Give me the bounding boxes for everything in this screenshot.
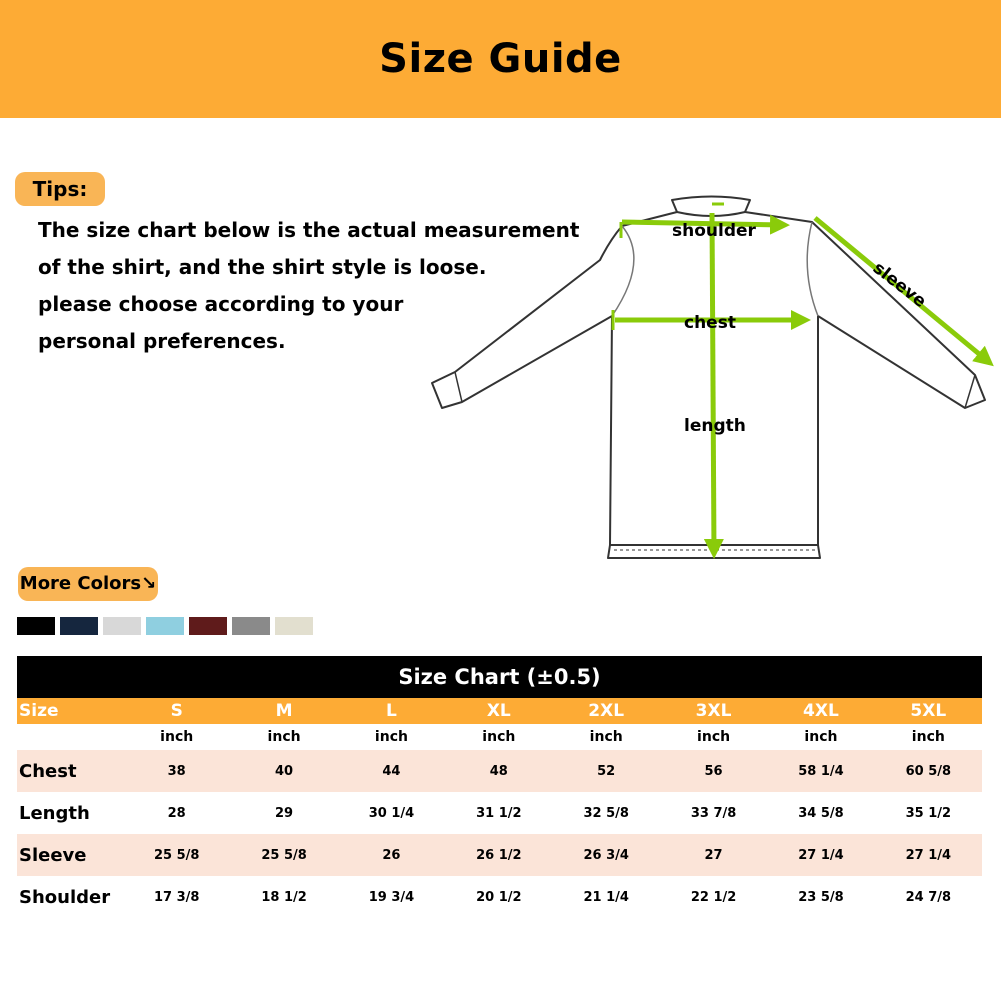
row-label: Shoulder bbox=[19, 886, 111, 908]
shirt-outline bbox=[432, 197, 985, 559]
size-header-row bbox=[17, 698, 982, 724]
unit-cell: inch bbox=[482, 729, 516, 745]
table-cell: 25 5/8 bbox=[230, 834, 337, 876]
color-swatch-gray[interactable] bbox=[232, 617, 270, 635]
table-cell: 27 bbox=[660, 834, 767, 876]
size-column-header: XL bbox=[445, 698, 552, 724]
table-cell: 23 5/8 bbox=[798, 889, 844, 905]
table-cell: 29 bbox=[275, 805, 294, 821]
unit-row bbox=[17, 724, 982, 750]
table-cell: 25 5/8 bbox=[123, 834, 230, 876]
size-column-header: 5XL bbox=[875, 698, 982, 724]
size-column-header: 4XL bbox=[767, 698, 874, 724]
size-header-label: Size bbox=[17, 698, 123, 724]
shoulder-label: shoulder bbox=[672, 221, 756, 241]
sleeve-row bbox=[17, 834, 982, 876]
unit-cell: inch bbox=[804, 729, 838, 745]
row-label: Sleeve bbox=[17, 834, 123, 876]
color-swatch-black[interactable] bbox=[17, 617, 55, 635]
unit-cell: inch bbox=[267, 729, 301, 745]
shirt-diagram bbox=[425, 190, 1001, 570]
sleeve-label: sleeve bbox=[868, 258, 930, 312]
table-cell: 22 1/2 bbox=[690, 889, 737, 905]
table-cell: 60 5/8 bbox=[875, 750, 982, 792]
shoulder-row bbox=[17, 876, 982, 918]
size-column-header: L bbox=[338, 698, 445, 724]
table-cell: 34 5/8 bbox=[798, 805, 844, 821]
page-title: Size Guide bbox=[379, 36, 622, 82]
measurement-arrows bbox=[613, 204, 990, 554]
more-colors-label: More Colors↘ bbox=[18, 567, 158, 601]
color-swatches bbox=[17, 617, 313, 635]
unit-cell: inch bbox=[911, 729, 945, 745]
header-banner bbox=[0, 0, 1001, 118]
unit-cell: inch bbox=[589, 729, 623, 745]
table-cell: 24 7/8 bbox=[905, 889, 952, 905]
tips-label: Tips: bbox=[15, 172, 105, 206]
table-cell: 56 bbox=[660, 750, 767, 792]
table-cell: 35 1/2 bbox=[905, 805, 952, 821]
table-cell: 26 1/2 bbox=[445, 834, 552, 876]
table-cell: 31 1/2 bbox=[476, 805, 522, 821]
size-chart bbox=[17, 656, 982, 918]
color-swatch-light-blue[interactable] bbox=[146, 617, 184, 635]
table-cell: 30 1/4 bbox=[368, 805, 415, 821]
table-cell: 48 bbox=[445, 750, 552, 792]
tips-line: please choose according to your bbox=[38, 292, 404, 316]
table-cell: 58 1/4 bbox=[767, 750, 874, 792]
length-arrow bbox=[712, 213, 714, 554]
unit-cell: inch bbox=[374, 729, 408, 745]
size-chart-title: Size Chart (±0.5) bbox=[17, 656, 982, 698]
unit-cell: inch bbox=[160, 729, 194, 745]
table-cell: 19 3/4 bbox=[368, 889, 415, 905]
row-label: Length bbox=[19, 802, 90, 824]
table-cell: 18 1/2 bbox=[261, 889, 307, 905]
table-cell: 40 bbox=[230, 750, 337, 792]
table-cell: 20 1/2 bbox=[476, 889, 522, 905]
table-cell: 38 bbox=[123, 750, 230, 792]
size-column-header: M bbox=[230, 698, 337, 724]
table-cell: 32 5/8 bbox=[583, 805, 629, 821]
table-cell: 26 bbox=[338, 834, 445, 876]
table-cell: 52 bbox=[553, 750, 660, 792]
unit-cell: inch bbox=[697, 729, 731, 745]
color-swatch-light-gray[interactable] bbox=[103, 617, 141, 635]
size-column-header: 2XL bbox=[553, 698, 660, 724]
tips-line: personal preferences. bbox=[38, 329, 286, 353]
length-label: length bbox=[684, 416, 746, 436]
length-row bbox=[17, 792, 982, 834]
chest-row bbox=[17, 750, 982, 792]
size-table bbox=[17, 698, 982, 918]
row-label: Chest bbox=[17, 750, 123, 792]
chest-label: chest bbox=[684, 313, 736, 333]
table-cell: 33 7/8 bbox=[690, 805, 737, 821]
tips-line: of the shirt, and the shirt style is loose. bbox=[38, 255, 487, 279]
table-cell: 27 1/4 bbox=[767, 834, 874, 876]
color-swatch-beige[interactable] bbox=[275, 617, 313, 635]
table-cell: 28 bbox=[167, 805, 186, 821]
table-cell: 17 3/8 bbox=[153, 889, 200, 905]
table-cell: 26 3/4 bbox=[553, 834, 660, 876]
unit-row-label bbox=[17, 724, 123, 750]
size-column-header: 3XL bbox=[660, 698, 767, 724]
table-cell: 27 1/4 bbox=[875, 834, 982, 876]
table-cell: 44 bbox=[338, 750, 445, 792]
size-column-header: S bbox=[123, 698, 230, 724]
table-cell: 21 1/4 bbox=[583, 889, 629, 905]
tips-line: The size chart below is the actual measurement bbox=[38, 218, 580, 242]
color-swatch-maroon[interactable] bbox=[189, 617, 227, 635]
color-swatch-navy[interactable] bbox=[60, 617, 98, 635]
